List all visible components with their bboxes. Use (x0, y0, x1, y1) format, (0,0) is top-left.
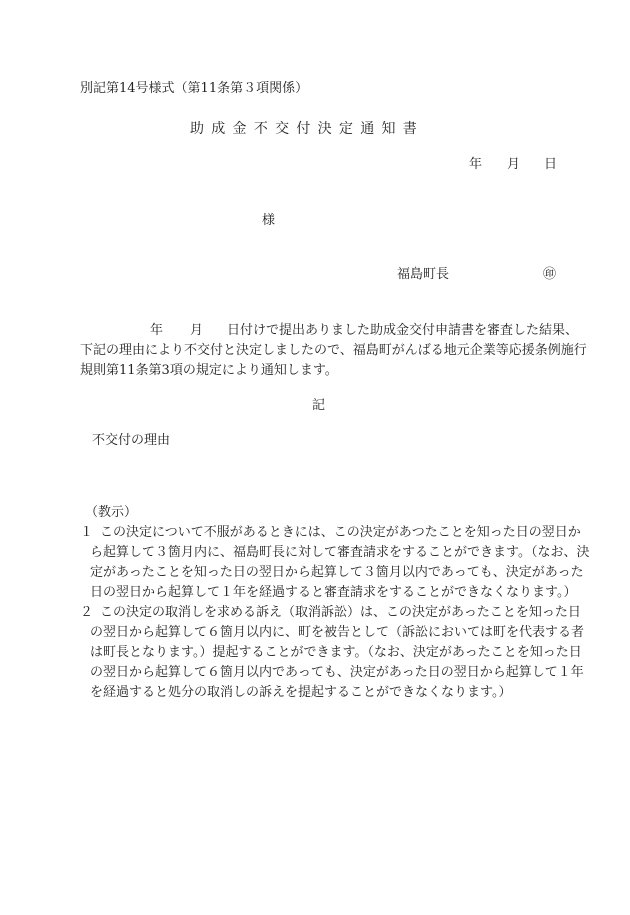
recipient-suffix: 様 (262, 213, 276, 228)
body-year-label: 年 (150, 323, 164, 338)
date-year-label: 年 (469, 157, 483, 172)
date-day-label: 日 (544, 157, 558, 172)
body-line-2: 下記の理由により不交付と決定しましたので、福島町がんばる地元企業等応援条例施行 (80, 343, 587, 358)
item-1-line-2: ら起算して３箇月内に、福島町長に対して審査請求をすることができます。（なお、決 (90, 545, 590, 560)
document-title: 助成金不交付決定通知書 (190, 121, 425, 137)
instruction-heading: （教示） (85, 505, 138, 520)
seal-mark: ㊞ (543, 267, 557, 282)
item-2-number: ２ (80, 605, 94, 620)
ki-heading: 記 (312, 398, 326, 413)
body-month-label: 月 (190, 323, 204, 338)
date-month-label: 月 (507, 157, 521, 172)
body-line-1: 日付けで提出ありました助成金交付申請書を審査した結果、 (227, 323, 579, 338)
item-2-line-2: の翌日から起算して６箇月以内に、町を被告として（訴訟においては町を代表する者 (90, 625, 585, 640)
item-2-line-1: この決定の取消しを求める訴え（取消訴訟）は、この決定があったことを知った日 (100, 605, 581, 620)
item-1-line-1: この決定について不服があるときには、この決定があつたことを知った日の翌日か (100, 525, 581, 540)
form-label: 別記第14号様式（第11条第３項関係） (80, 81, 309, 96)
item-2-line-4: の翌日から起算して６箇月以内であっても、決定があった日の翌日から起算して１年 (90, 665, 584, 680)
reason-label: 不交付の理由 (92, 433, 171, 448)
item-1-line-4: 日の翌日から起算して１年を経過すると審査請求をすることができなくなります。） (90, 585, 577, 600)
sender-name: 福島町長 (397, 267, 450, 282)
item-1-number: １ (80, 525, 94, 540)
body-line-3: 規則第11条第3項の規定により通知します。 (80, 363, 338, 378)
item-2-line-3: は町長となります。）提起することができます。（なお、決定があったことを知った日 (90, 645, 582, 660)
item-2-line-5: を経過すると処分の取消しの訴えを提起することができなくなります。） (90, 685, 512, 700)
item-1-line-3: 定があったことを知った日の翌日から起算して３箇月以内であっても、決定があった (90, 565, 584, 580)
